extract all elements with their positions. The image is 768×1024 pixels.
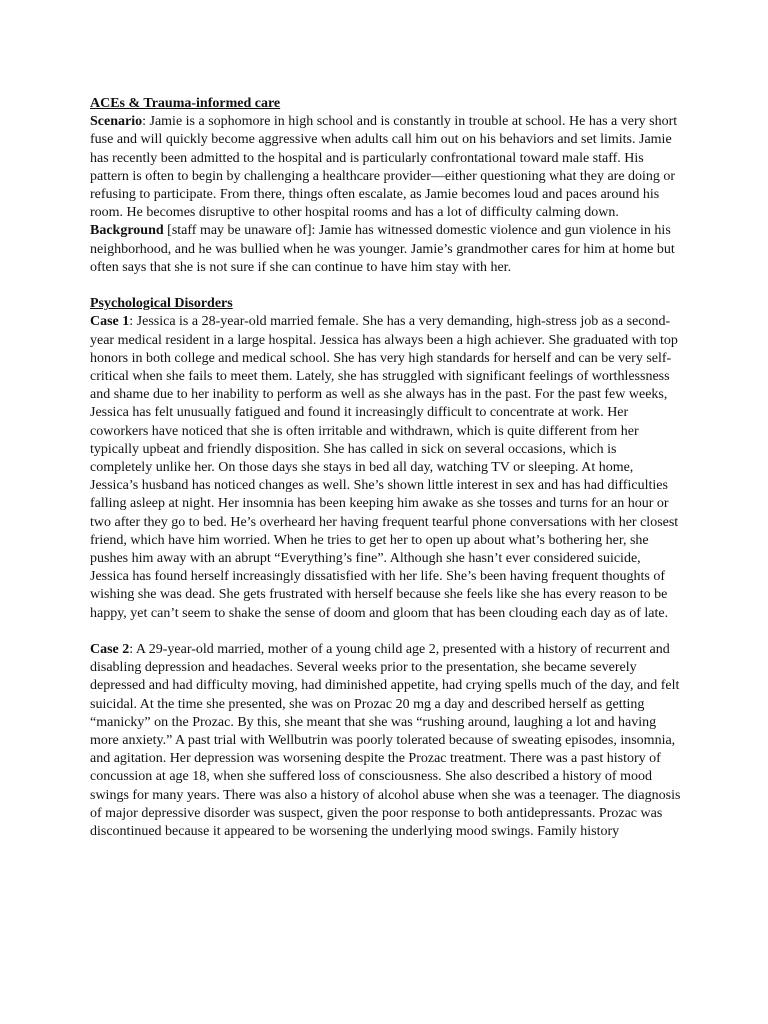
background-label: Background (90, 223, 164, 239)
scenario-label: Scenario (90, 114, 143, 130)
case2-label: Case 2 (90, 642, 130, 658)
background-text: [staff may be unaware of]: Jamie has witnessed domestic violence and gun violence in his neighborhood, and he was bullied when he was younger. Jamie’s grandmother cares for him at home but often says that she is not sure if she can continue to have him stay with her. (90, 223, 675, 275)
background-paragraph (90, 222, 682, 277)
spacer (90, 623, 682, 641)
case2-text: : A 29-year-old married, mother of a young child age 2, presented with a history of recurrent and disabling depression and headaches. Several weeks prior to the presentation, she became severely depressed and had difficulty moving, had diminished appetite, had crying spells much of the day, and felt suicidal. At the time she presented, she was on Prozac 20 mg a day and described herself as getting “manicky” on the Prozac. By this, she meant that she was “rushing around, laughing a lot and having more anxiety.” A past trial with Wellbutrin was poorly tolerated because of sweating episodes, insomnia, and agitation. Her depression was worsening despite the Prozac treatment. There was a past history of concussion at age 18, when she suffered loss of consciousness. She also described a history of mood swings for many years. There was also a history of alcohol abuse when she was a teenager. The diagnosis of major depressive disorder was suspect, given the poor response to both antidepressants. Prozac was discontinued because it appeared to be worsening the underlying mood swings. Family history (90, 642, 681, 840)
scenario-paragraph (90, 113, 682, 222)
case1-label: Case 1 (90, 314, 130, 330)
case1-text: : Jessica is a 28-year-old married female. She has a very demanding, high-stress job as a second-year medical resident in a large hospital. Jessica has always been a high achiever. She graduated with top honors in both college and medical school. She has very high standards for herself and can be very self-critical when she fails to meet them. Lately, she has struggled with significant feelings of worthlessness and shame due to her inability to perform as well as she always has in the past. For the past few weeks, Jessica has felt unusually fatigued and found it increasingly difficult to concentrate at work. Her coworkers have noticed that she is often irritable and withdrawn, which is quite different from her typically upbeat and friendly disposition. She has called in sick on several occasions, which is completely unlike her. On those days she stays in bed all day, watching TV or sleeping. At home, Jessica’s husband has noticed changes as well. She’s shown little interest in sex and has had difficulties falling asleep at night. Her insomnia has been keeping him awake as she tosses and turns for an hour or two after they go to bed. He’s overheard her having frequent tearful phone conversations with her closest friend, which have him worried. When he tries to get her to open up about what’s bothering her, she pushes him away with an abrupt “Everything’s fine”. Although she hasn’t ever considered suicide, Jessica has found herself increasingly dissatisfied with her life. She’s been having frequent thoughts of wishing she was dead. She gets frustrated with herself because she feels like she has every reason to be happy, yet can’t seem to shake the sense of doom and gloom that has been clouding each day as of late. (90, 314, 679, 621)
scenario-text: : Jamie is a sophomore in high school and is constantly in trouble at school. He has a very short fuse and will quickly become aggressive when adults call him out on his behaviors and set limits. Jamie has recently been admitted to the hospital and is particularly confrontational toward male staff. His pattern is often to begin by challenging a healthcare provider—either questioning what they are doing or refusing to participate. From there, things often escalate, as Jamie becomes loud and paces around his room. He becomes disruptive to other hospital rooms and has a lot of difficulty calming down. (90, 114, 678, 221)
case1-paragraph (90, 313, 682, 622)
case2-paragraph (90, 641, 682, 841)
section-heading-aces: ACEs & Trauma-informed care (90, 96, 281, 111)
document-page (90, 95, 682, 841)
section-heading-psychological-disorders: Psychological Disorders (90, 296, 233, 312)
spacer (90, 277, 682, 295)
